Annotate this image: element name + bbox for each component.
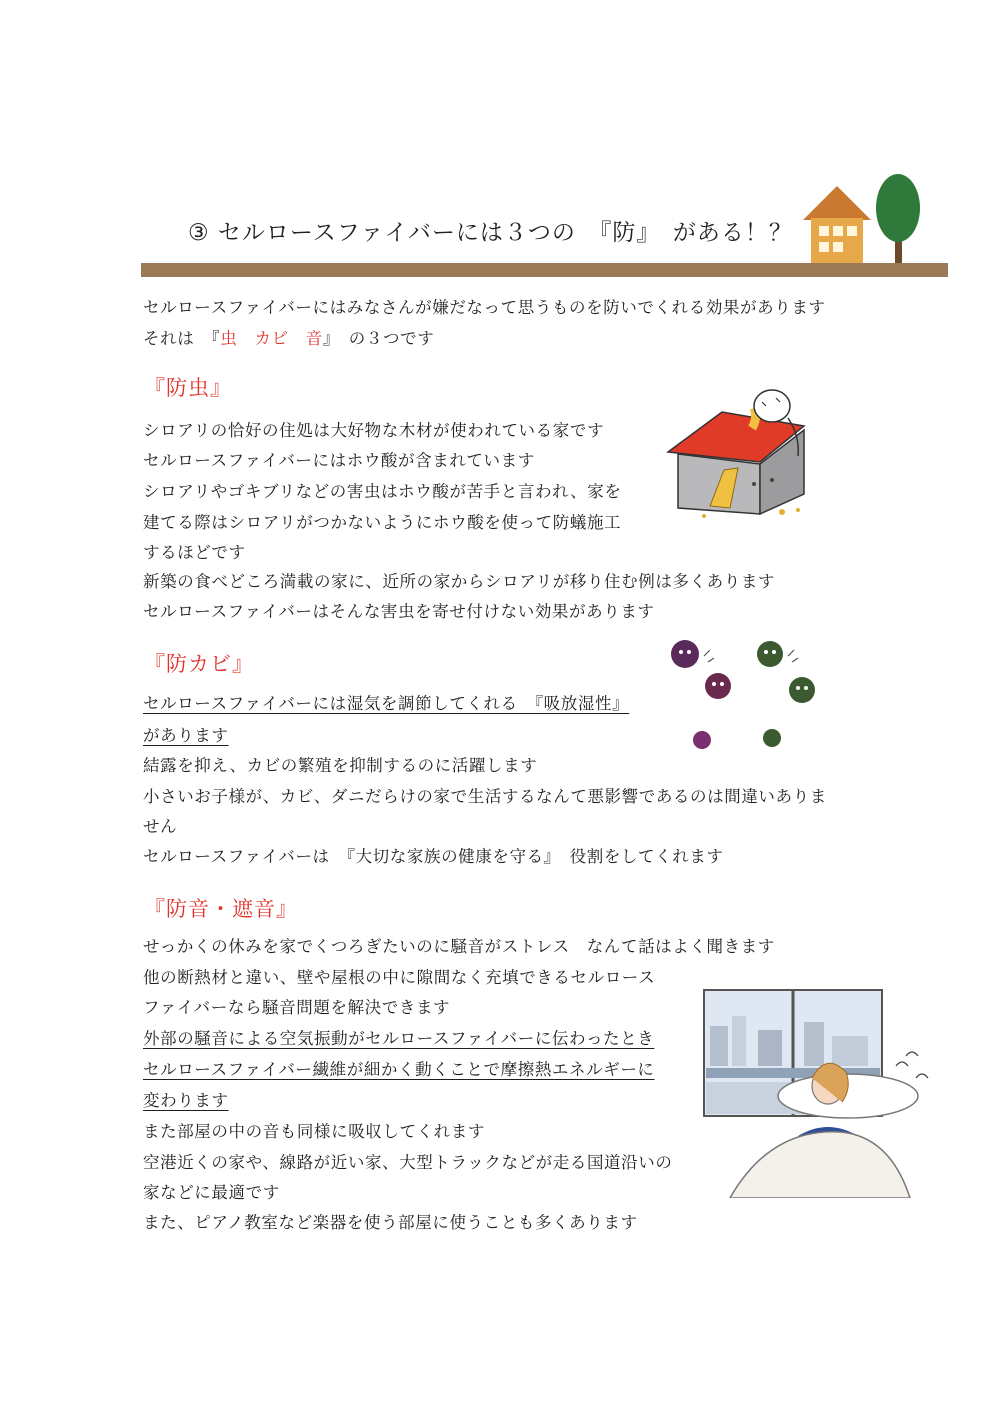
insect-line: シロアリの恰好の住処は大好物な木材が使われている家です	[143, 421, 605, 440]
sound-heading: 『防音・遮音』	[144, 897, 298, 921]
sound-line: 他の断熱材と違い、壁や屋根の中に隙間なく充填できるセルロース	[143, 968, 656, 987]
intro-line-1: セルロースファイバーにはみなさんが嫌だなって思うものを防いでくれる効果があります	[143, 298, 826, 317]
mold-spores-illustration	[660, 630, 830, 760]
sound-line: 変わります	[143, 1091, 229, 1110]
intro-keywords: 虫 カビ 音	[220, 329, 323, 348]
title-divider-bar	[141, 263, 948, 277]
sound-line: ファイバーなら騒音問題を解決できます	[143, 998, 451, 1017]
sound-line: 空港近くの家や、線路が近い家、大型トラックなどが走る国道沿いの	[143, 1153, 673, 1172]
termite-house-illustration	[664, 384, 834, 524]
sound-line: 外部の騒音による空気振動がセルロースファイバーに伝わったとき	[143, 1029, 655, 1048]
insect-line: 新築の食べどころ満載の家に、近所の家からシロアリが移り住む例は多くあります	[143, 572, 776, 591]
page-title: ③ セルロースファイバーには３つの 『防』 がある！？	[188, 220, 793, 246]
tree-icon	[876, 174, 920, 266]
sound-line: 家などに最適です	[143, 1183, 280, 1202]
mold-line: セルロースファイバーは 『大切な家族の健康を守る』 役割をしてくれます	[143, 847, 724, 866]
mold-heading: 『防カビ』	[144, 652, 254, 676]
sound-line: また部屋の中の音も同様に吸収してくれます	[143, 1122, 485, 1141]
insect-line: セルロースファイバーにはホウ酸が含まれています	[143, 451, 535, 470]
intro-prefix: それは 『	[143, 329, 221, 348]
mold-line: があります	[143, 726, 229, 745]
mold-line: セルロースファイバーには湿気を調節してくれる 『吸放湿性』	[143, 694, 630, 713]
mold-line: 小さいお子様が、カビ、ダニだらけの家で生活するなんて悪影響であるのは間違いありま	[143, 787, 827, 806]
intro-suffix: 』 の３つです	[322, 329, 435, 348]
sleeping-woman-window-illustration	[700, 986, 935, 1198]
house-icon	[800, 168, 930, 266]
sound-line: せっかくの休みを家でくつろぎたいのに騒音がストレス なんて話はよく聞きます	[143, 937, 775, 956]
insect-line: するほどです	[143, 543, 246, 562]
mold-line: せん	[143, 817, 178, 836]
intro-line-2	[143, 328, 434, 350]
insect-line: セルロースファイバーはそんな害虫を寄せ付けない効果があります	[143, 602, 655, 621]
insect-line: 建てる際はシロアリがつかないようにホウ酸を使って防蟻施工	[143, 513, 622, 532]
insect-heading: 『防虫』	[144, 376, 232, 400]
sound-line: また、ピアノ教室など楽器を使う部屋に使うことも多くあります	[143, 1213, 638, 1232]
insect-line: シロアリやゴキブリなどの害虫はホウ酸が苦手と言われ、家を	[143, 482, 622, 501]
mold-line: 結露を抑え、カビの繁殖を抑制するのに活躍します	[143, 756, 538, 775]
sound-line: セルロースファイバー繊維が細かく動くことで摩擦熱エネルギーに	[143, 1060, 655, 1079]
